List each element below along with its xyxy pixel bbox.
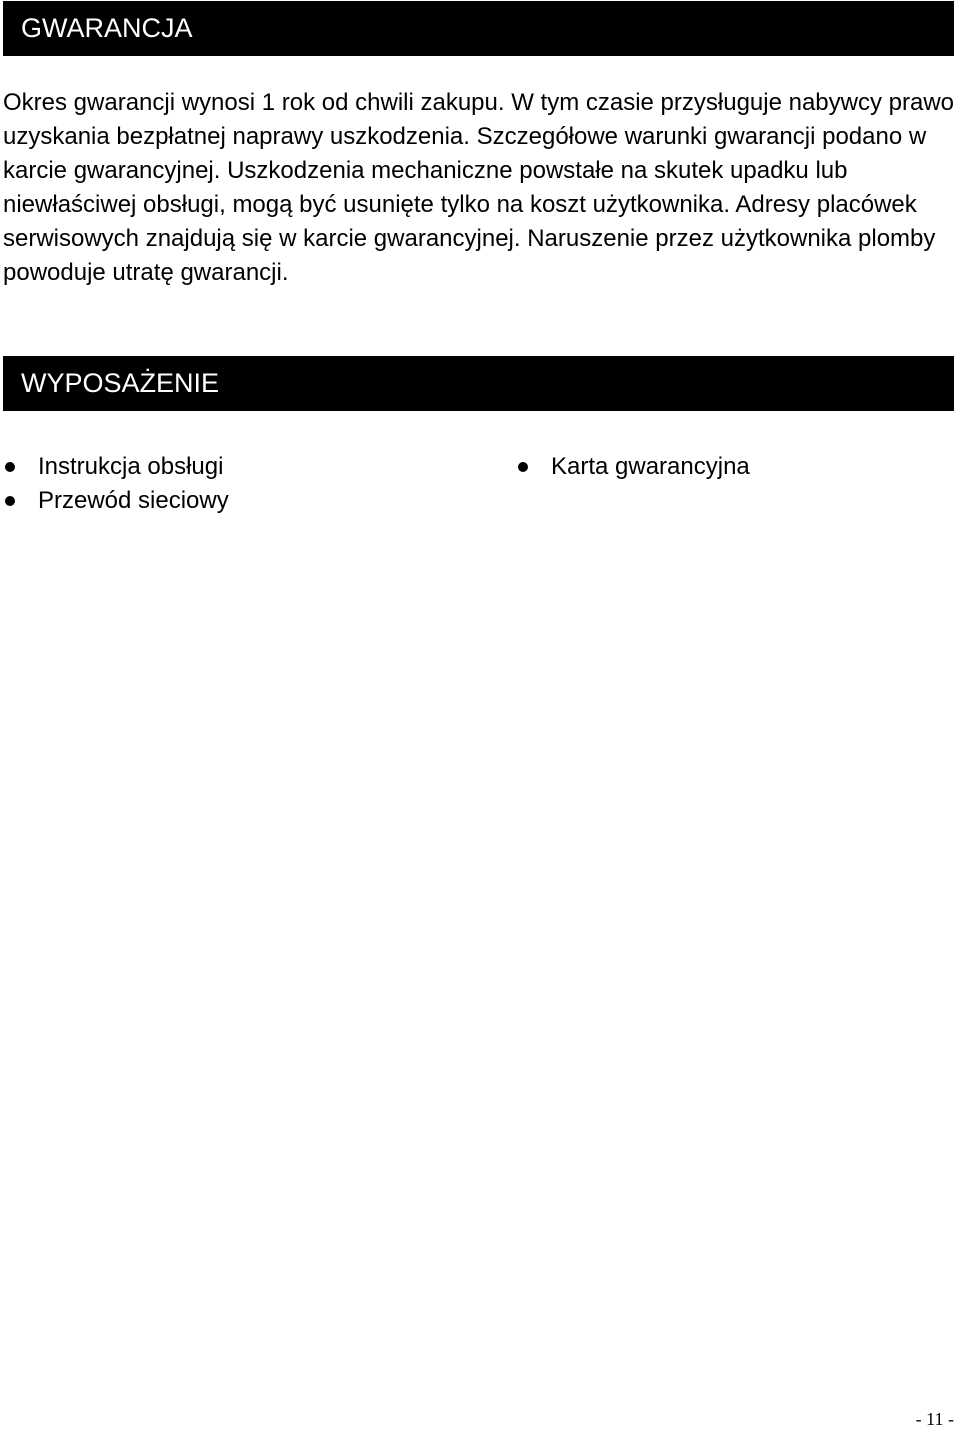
equipment-section-header: [3, 356, 954, 411]
warranty-title: GWARANCJA: [21, 13, 193, 43]
list-item-label: Instrukcja obsługi: [38, 453, 224, 480]
warranty-section-header: [3, 1, 954, 56]
bullet-icon: [5, 462, 15, 472]
list-item-label: Przewód sieciowy: [38, 487, 229, 514]
equipment-list-left: [5, 450, 229, 518]
list-item-label: Karta gwarancyjna: [551, 453, 750, 480]
list-item: [5, 484, 229, 518]
list-item: [518, 450, 750, 484]
bullet-icon: [5, 496, 15, 506]
equipment-title: WYPOSAŻENIE: [21, 368, 220, 398]
bullet-icon: [518, 462, 528, 472]
list-item: [5, 450, 229, 484]
warranty-body-text: Okres gwarancji wynosi 1 rok od chwili zakupu. W tym czasie przysługuje nabywcy prawo uzyskania bezpłatnej naprawy uszkodzenia. Szczegółowe warunki gwarancji podano w karcie gwarancyjnej. Uszkodzenia mechaniczne powstałe na skutek upadku lub niewłaściwej obsługi, mogą być usunięte tylko na koszt użytkownika. Adresy placówek serwisowych znajdują się w karcie gwarancyjnej. Naruszenie przez użytkownika plomby powoduje utratę gwarancji.: [3, 89, 955, 286]
page-number: - 11 -: [915, 1409, 954, 1429]
equipment-list-right: [518, 450, 750, 484]
